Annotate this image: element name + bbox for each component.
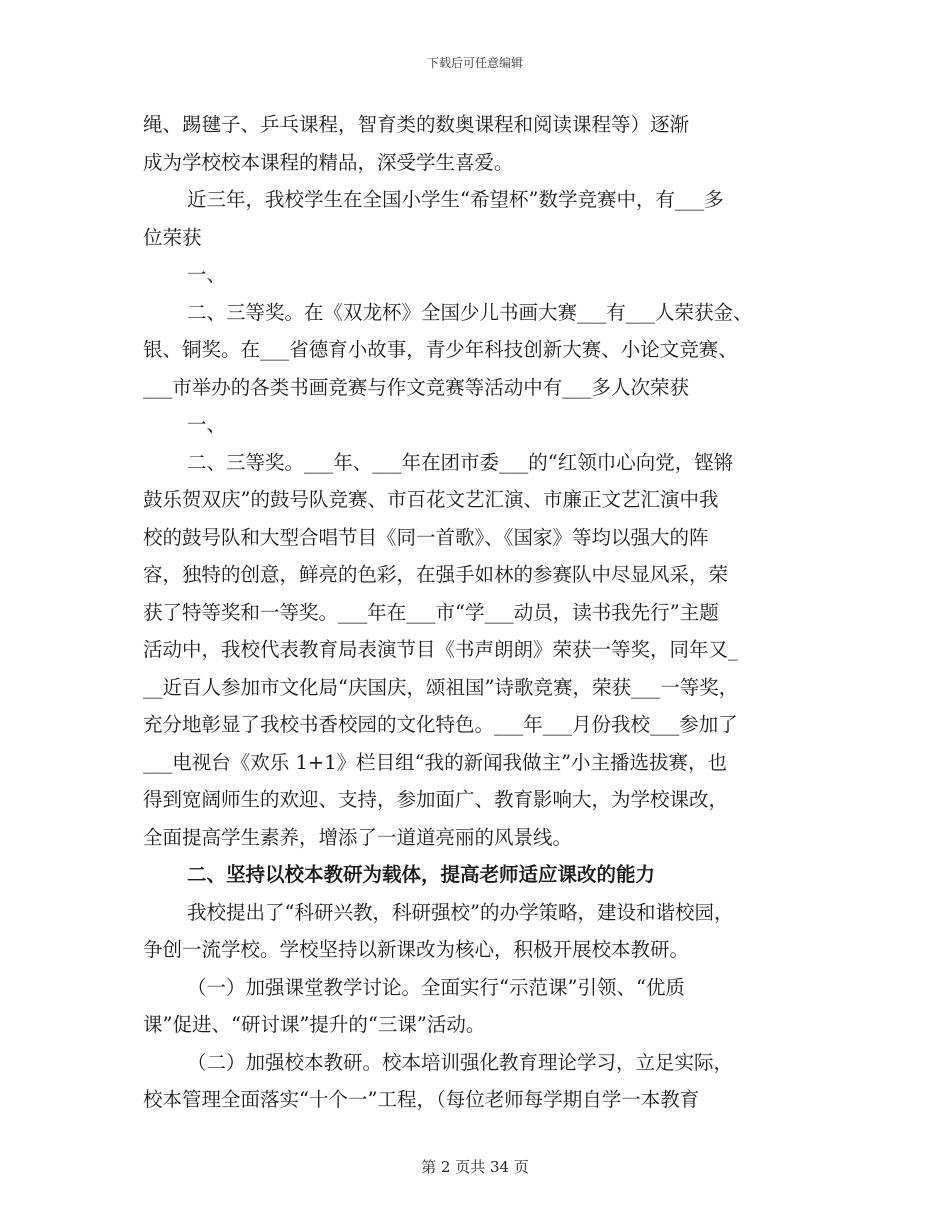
text-line: 争创一流学校。学校坚持以新课改为核心，积极开展校本教研。 <box>143 938 690 961</box>
paragraph-start: （一）加强课堂教学讨论。全面实行“示范课”引领、“优质 <box>187 975 685 999</box>
list-marker: 一、 <box>187 263 227 286</box>
text-line: 绳、踢毽子、乒乓课程，智育类的数奥课程和阅读课程等）逐渐 <box>143 113 690 136</box>
text-line: 校的鼓号队和大型合唱节目《同一首歌》、《国家》等均以强大的阵 <box>143 525 709 549</box>
section-heading: 二、坚持以校本教研为载体，提高老师适应课改的能力 <box>187 863 656 886</box>
text-line: 银、铜奖。在___省德育小故事，青少年科技创新大赛、小论文竞赛、 <box>143 338 738 361</box>
text-line: 获了特等奖和一等奖。___年在___市“学___动员，读书我先行”主题 <box>143 600 719 624</box>
text-line: 活动中，我校代表教育局表演节目《书声朗朗》荣获一等奖，同年又_ <box>143 638 738 661</box>
paragraph-start: 近三年，我校学生在全国小学生“希望杯”数学竞赛中，有___多 <box>187 188 724 211</box>
page-header: 下载后可任意编辑 <box>426 56 523 70</box>
text-line: 全面提高学生素养，增添了一道道亮丽的风景线。 <box>143 825 573 849</box>
text-line: 鼓乐贺双庆”的鼓号队竞赛、市百花文艺汇演、市廉正文艺汇演中我 <box>143 488 719 511</box>
text-line: 校本管理全面落实“十个一”工程，（每位老师每学期自学一本教育 <box>143 1088 700 1111</box>
text-line: 位荣获 <box>143 225 202 249</box>
list-marker: 一、 <box>187 413 227 436</box>
paragraph-start: 我校提出了“科研兴教，科研强校”的办学策略，建设和谐校园， <box>187 900 734 924</box>
page-number: 第 2 页共 34 页 <box>421 1158 529 1176</box>
text-line: ___电视台《欢乐 1+1》栏目组“我的新闻我做主”小主播选拔赛，也 <box>143 750 728 774</box>
text-line: 容，独特的创意，鲜亮的色彩，在强手如林的参赛队中尽显风采，荣 <box>143 563 729 586</box>
text-line: __近百人参加市文化局“庆国庆，颂祖国”诗歌竞赛，荣获___一等奖， <box>143 675 739 699</box>
text-line: ___市举办的各类书画竞赛与作文竞赛等活动中有___多人次荣获 <box>143 375 690 399</box>
text-line: 课”促进、“研讨课”提升的“三课”活动。 <box>143 1013 486 1036</box>
paragraph-start: 二、三等奖。___年、___年在团市委___的“红领巾心向党，铿锵 <box>187 450 734 474</box>
text-line: 成为学校校本课程的精品，深受学生喜爱。 <box>143 150 514 174</box>
paragraph-start: （二）加强校本教研。校本培训强化教育理论学习，立足实际， <box>187 1050 734 1074</box>
text-line: 充分地彰显了我校书香校园的文化特色。___年___月份我校___参加了 <box>143 713 738 736</box>
paragraph-start: 二、三等奖。在《双龙杯》全国少儿书画大赛___有___人荣获金、 <box>187 300 753 324</box>
text-line: 得到宽阔师生的欢迎、支持，参加面广、教育影响大，为学校课改， <box>143 788 729 811</box>
document-body <box>143 106 823 1119</box>
